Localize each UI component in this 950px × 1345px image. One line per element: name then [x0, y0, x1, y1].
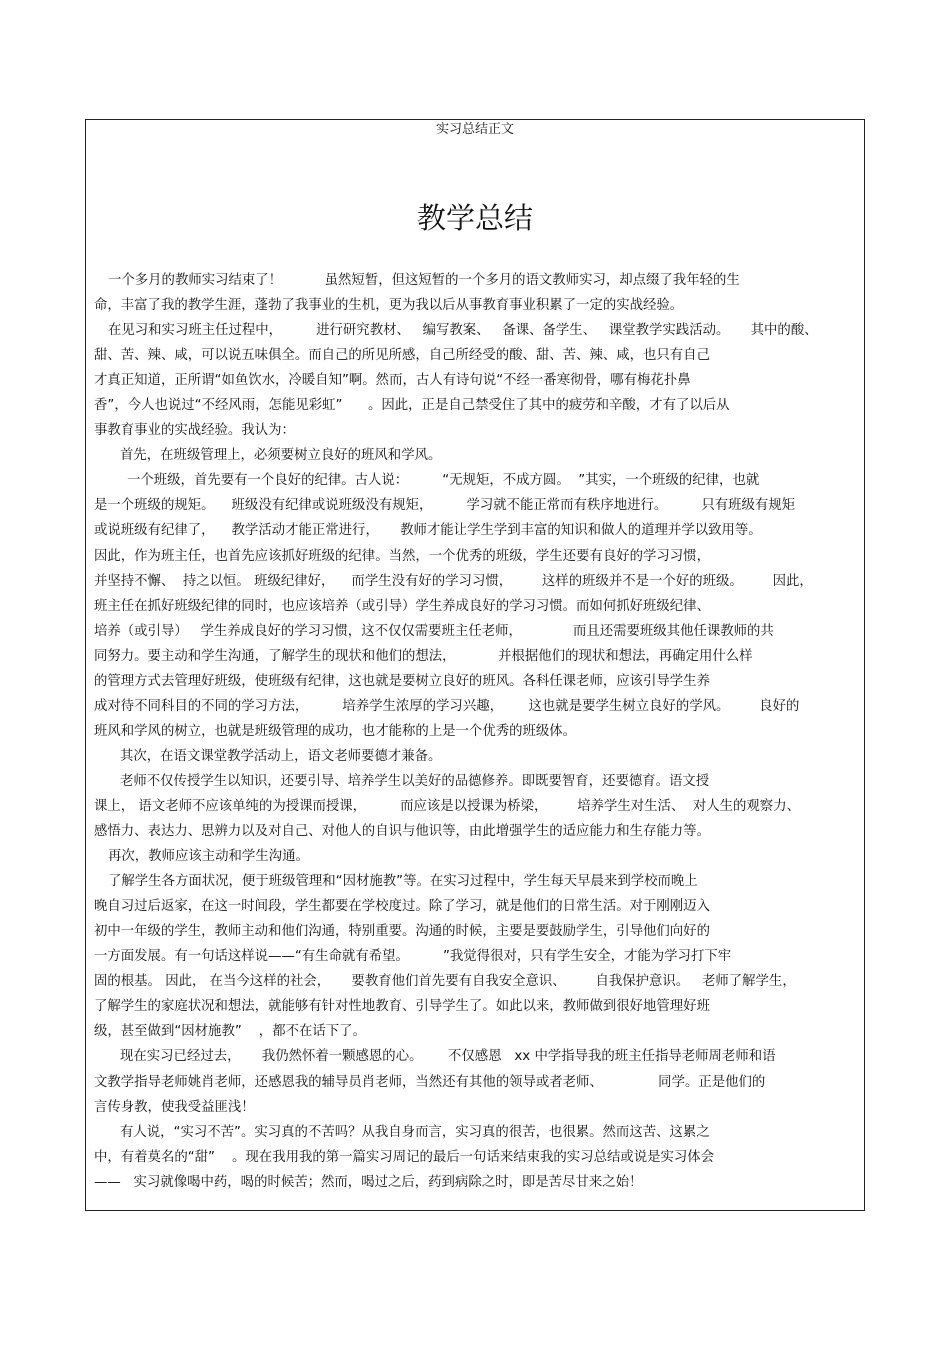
text-line: 老师不仅传授学生以知识，还要引导、培养学生以美好的品德修养。即既要智育，还要德育。语文授 — [120, 773, 710, 789]
document-title: 教学总结 — [416, 201, 533, 235]
text-line: 才真正知道，正所谓“如鱼饮水，冷暖自知”啊。然而，古人有诗句说“不经一番寒彻骨，哪有梅花扑鼻 — [94, 373, 691, 389]
text-line: 中，有着莫名的“甜” 。现在我用我的第一篇实习周记的最后一句话来结束我的实习总结或说是实习体会 — [94, 1149, 715, 1165]
text-line: 首先，在班级管理上，必须要树立良好的班风和学风。 — [120, 448, 442, 464]
text-line: 晚自习过后返家，在这一时间段，学生都要在学校度过。除了学习，就是他们的日常生活。对于刚刚迈入 — [94, 899, 710, 915]
text-line: 培养（或引导） 学生养成良好的学习习惯，这不仅仅需要班主任老师， 而且还需要班级其他任课教师的共 — [94, 623, 774, 639]
text-line: 言传身教，使我受益匪浅！ — [94, 1099, 255, 1115]
text-line: 级，甚至做到“因材施教” ，都不在话下了。 — [94, 1024, 366, 1040]
text-line: 一方面发展。有一句话这样说——“有生命就有希望。 ”我觉得很对，只有学生安全，才能为学习打下牢 — [94, 949, 732, 965]
text-line: 了解学生各方面状况，便于班级管理和“因材施教”等。在实习过程中，学生每天早晨来到学校而晚上 — [108, 874, 698, 890]
text-line: 初中一年级的学生，教师主动和他们沟通，特别重要。沟通的时候，主要是要鼓励学生，引导他们向好的 — [94, 924, 710, 940]
text-line: 的管理方式去管理好班级，使班级有纪律，这也就是要树立良好的班风。各科任课老师，应该引导学生养 — [94, 673, 710, 689]
text-line: 在见习和实习班主任过程中， 进行研究教材、 编写教案、 备课、备学生、 课堂教学实践活动。 其中的酸、 — [108, 323, 818, 339]
text-line: 成对待不同科目的不同的学习方法， 培养学生浓厚的学习兴趣， 这也就是要学生树立良好的学风。 良好的 — [94, 698, 800, 714]
text-line: 同努力。要主动和学生沟通，了解学生的现状和他们的想法， 并根据他们的现状和想法，再确定用什么样 — [94, 648, 753, 664]
text-line: 一个班级，首先要有一个良好的纪律。古人说： “无规矩，不成方圆。 ”其实，一个班级的纪律，也就 — [127, 473, 760, 489]
text-line: 文教学指导老师姚肖老师，还感恩我的辅导员肖老师，当然还有其他的领导或者老师、 同学。正是他们的 — [94, 1074, 766, 1090]
text-line: —— 实习就像喝中药，喝的时候苦；然而，喝过之后，药到病除之时，即是苦尽甘来之始！ — [94, 1174, 643, 1190]
text-line: 甜、苦、辣、咸，可以说五味俱全。而自己的所见所感，自己所经受的酸、甜、苦、辣、咸，也只有自己 — [94, 348, 710, 364]
text-line: 固的根基。 因此， 在当今这样的社会， 要教育他们首先要有自我安全意识、 自我保护意识。 老师了解学生， — [94, 974, 796, 990]
text-line: 事教育事业的实战经验。我认为： — [94, 423, 295, 439]
text-line: 再次，教师应该主动和学生沟通。 — [108, 849, 309, 865]
text-line: 班风和学风的树立，也就是班级管理的成功，也才能称的上是一个优秀的班级体。 — [94, 723, 577, 739]
text-line: 有人说，“实习不苦”。实习真的不苦吗？从我自身而言，实习真的很苦，也很累。然而这苦、这累之 — [120, 1124, 710, 1140]
text-line: 感悟力、表达力、思辨力以及对自己、对他人的自识与他识等，由此增强学生的适应能力和生存能力等。 — [94, 824, 710, 840]
document-frame — [85, 119, 865, 1211]
body-text — [94, 268, 859, 1195]
text-line: 并坚持不懈、 持之以恒。 班级纪律好， 而学生没有好的学习习惯， 这样的班级并不是一个好的班级。 因此， — [94, 573, 813, 589]
text-line: 班主任在抓好班级纪律的同时，也应该培养（或引导）学生养成良好的学习习惯。而如何抓好班级纪律、 — [94, 598, 710, 614]
text-line: 现在实习已经过去， 我仍然怀着一颗感恩的心。 不仅感恩 xx 中学指导我的班主任指导老师周老师和语 — [120, 1049, 776, 1065]
text-line: 或说班级有纪律了， 教学活动才能正常进行， 教师才能让学生学到丰富的知识和做人的道理并学以致用等。 — [94, 523, 762, 539]
text-line: 因此，作为班主任，也首先应该抓好班级的纪律。当然，一个优秀的班级，学生还要有良好的学习习惯， — [94, 548, 710, 564]
text-line: 香”，今人也说过“不经风雨，怎能见彩虹” 。因此，正是自己禁受住了其中的疲劳和辛酸，才有了以后从 — [94, 398, 730, 414]
text-line: 了解学生的家庭状况和想法，就能够有针对性地教育、引导学生了。如此以来，教师做到很好地管理好班 — [94, 999, 710, 1015]
text-line: 是一个班级的规矩。 班级没有纪律或说班级没有规矩， 学习就不能正常而有秩序地进行。 只有班级有规矩 — [94, 498, 796, 514]
text-line: 其次，在语文课堂教学活动上，语文老师要德才兼备。 — [120, 748, 442, 764]
text-line: 课上， 语文老师不应该单纯的为授课而授课， 而应该是以授课为桥梁， 培养学生对生活、 对人生的观察力、 — [94, 798, 800, 814]
text-line: 命，丰富了我的教学生涯，蓬勃了我事业的生机，更为我以后从事教育事业积累了一定的实战经验。 — [94, 298, 684, 314]
header-label: 实习总结正文 — [435, 122, 514, 137]
text-line: 一个多月的教师实习结束了！ 虽然短暂，但这短暂的一个多月的语文教师实习，却点缀了我年轻的生 — [108, 273, 740, 288]
